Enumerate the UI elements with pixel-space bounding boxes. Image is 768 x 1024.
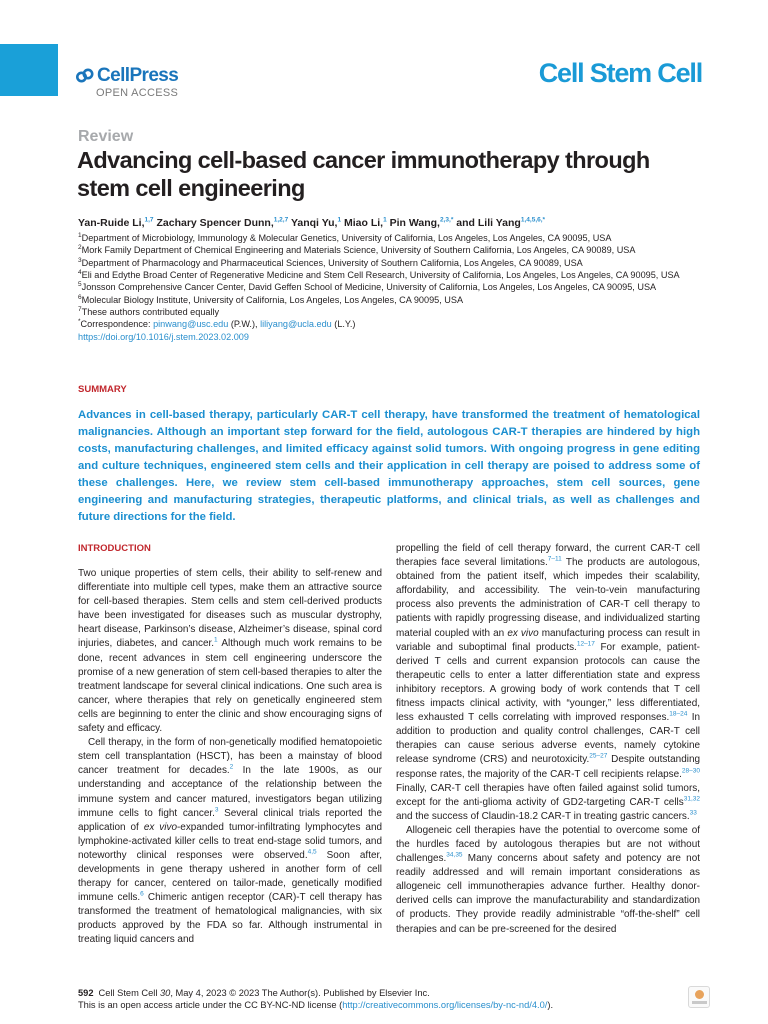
citation-reference[interactable]: 4,5 xyxy=(307,848,317,856)
doi-link[interactable]: https://doi.org/10.1016/j.stem.2023.02.009 xyxy=(78,331,249,342)
affiliation-item: $^7$These authors contributed equally xyxy=(78,306,220,318)
citation-reference[interactable]: 28–30 xyxy=(681,767,700,775)
author-name: and Lili Yang xyxy=(453,217,521,229)
affiliation-item: $^6$Molecular Biology Institute, University of California, Los Angeles, Los Angeles, CA 90095, USA xyxy=(78,293,464,305)
affiliation-item: $^4$Eli and Edythe Broad Center of Regenerative Medicine and Stem Cell Research, University of California, Los Angeles, Los Angeles, CA 90095, USA xyxy=(78,268,680,281)
citation-reference[interactable]: 25–27 xyxy=(589,753,608,761)
page-number: 592 xyxy=(78,988,94,998)
journal-color-tab xyxy=(0,44,58,96)
license-link[interactable]: http://creativecommons.org/licenses/by-nc-nd/4.0/ xyxy=(342,1000,548,1010)
citation-reference[interactable]: 34,35 xyxy=(446,851,463,859)
citation-reference[interactable]: 33 xyxy=(689,809,697,817)
author-affiliation-mark[interactable]: 1,2,7 xyxy=(273,216,289,224)
affiliation-list xyxy=(78,232,703,318)
author-affiliation-mark[interactable]: 1,7 xyxy=(144,216,154,224)
paragraph: Allogeneic cell therapies have the potential to overcome some of the hurdles faced by autologous therapies but are not without challenges.$^{34,35}$ Many concerns about safety and potency are not readily addressed and will remain important considerations as allogeneic cell immunotherapies advance further. Healthy donor-derived cells can improve the manufacturability and standardization of products. They provide readily administrable “off-the-shelf” cell therapies and can be pre-screened for the desired xyxy=(396,824,700,935)
affiliation-item: $^1$Department of Microbiology, Immunology & Molecular Genetics, University of California, Los Angeles, Los Angeles, CA 90095, USA xyxy=(78,231,612,243)
citation-reference[interactable]: 31,32 xyxy=(683,795,700,803)
introduction-heading: INTRODUCTION xyxy=(78,543,151,554)
citation-reference[interactable]: 1 xyxy=(214,637,218,645)
author-name: Pin Wang, xyxy=(386,217,440,229)
publisher-logo[interactable] xyxy=(76,66,178,99)
author-name: Yan-Ruide Li, xyxy=(78,217,145,229)
author-affiliation-mark[interactable]: 1 xyxy=(337,216,342,224)
citation-reference[interactable]: 12–17 xyxy=(576,640,595,648)
email-link-lili-yang[interactable]: liliyang@ucla.edu xyxy=(260,319,332,330)
author-affiliation-mark[interactable]: 1,4,5,6,* xyxy=(520,216,546,224)
author-name: Zachary Spencer Dunn, xyxy=(153,217,274,229)
author-name: Yanqi Yu, xyxy=(288,217,338,229)
citation-reference[interactable]: 18–24 xyxy=(669,710,688,718)
correspondence: *Correspondence: pinwang@usc.edu (P.W.), liliyang@ucla.edu (L.Y.) xyxy=(78,318,356,330)
cellpress-logo-icon xyxy=(76,68,94,84)
check-for-updates-icon[interactable] xyxy=(688,986,710,1008)
page-footer xyxy=(78,987,718,1011)
open-access-label: OPEN ACCESS xyxy=(96,87,179,99)
paragraph: Cell therapy, in the form of non-genetically modified hematopoietic stem cell transplantation (HSCT), has been a mainstay of blood cancer treatment for decades.$^2$ In the late 1900s, as our understanding and acceptance of the relationship between the immune system and cancer matured, investigators began utilizing immune cells to fight cancer.$^3$ Several clinical trials reported the application of ex vivo-expanded tumor-infiltrating lymphocytes and lymphokine-activated killer cells to treat end-stage solid tumors, and noteworthy clinical responses were observed.$^{4,5}$ Soon after, developments in gene therapy ushered in another form of cell therapy for cancer, centered on tailor-made, genetically modified immune cells.$^6$ Chimeric antigen receptor (CAR)-T cell therapy has transformed the treatment of hematological malignancies, with six products approved by the FDA so far. Although instrumental in treating liquid cancers and xyxy=(78,737,383,946)
paragraph: Two unique properties of stem cells, their ability to self-renew and differentiate into multiple cell types, make them an attractive source for cell-based therapies. Stem cells and stem cell-derived products have been investigated for diseases such as muscular dystrophy, heart disease, Parkinson’s disease, Alzheimer’s disease, spinal cord injuries, diabetes, and cancer.$^1$ Although much work remains to be done, recent advances in stem cell engineering underscore the promise of a new generation of stem cell-based therapies to alter the treatment landscape for several clinical indications. One such area is cancer, where therapies that rely on genetically engineered stem cells are beginning to enter the clinic and show encouraging signs of safety and efficacy. xyxy=(78,568,383,735)
affiliation-item: $^2$Mork Family Department of Chemical Engineering and Materials Science, University of Southern California, Los Angeles, CA 90089, USA xyxy=(78,244,636,256)
body-column-left xyxy=(78,542,382,948)
article-type: Review xyxy=(78,128,134,145)
summary-text: Advances in cell-based therapy, particularly CAR-T cell therapy, have transformed the treatment of hematological malignancies. Although an important step forward for the field, autologous CAR-T therapies are hindered by high costs, manufacturing challenges, and limited efficacy against solid tumors. With ongoing progress in gene editing and culture techniques, engineered stem cells and their application in cell therapy are poised to address some of these challenges. Here, we review stem cell-based immunotherapy approaches, stem cell sources, gene engineering and manufacturing strategies, therapeutic platforms, and clinical trials, as well as challenges and future directions for the field. xyxy=(78,409,700,523)
affiliation-item: $^3$Department of Pharmacology and Pharmaceutical Sciences, University of Southern California, Los Angeles, CA 90089, USA xyxy=(78,256,583,268)
citation-reference[interactable]: 3 xyxy=(214,806,219,814)
citation-reference[interactable]: 7–11 xyxy=(547,555,562,563)
footer-license: This is an open access article under the CC BY-NC-ND license (http://creativecommons.org/licenses/by-nc-nd/4.0/). xyxy=(78,1000,554,1010)
publisher-name: CellPress xyxy=(97,65,179,86)
article-title: Advancing cell-based cancer immunotherapy through stem cell engineering xyxy=(77,147,650,201)
email-link-pin-wang[interactable]: pinwang@usc.edu xyxy=(153,319,229,330)
journal-name[interactable]: Cell Stem Cell xyxy=(538,58,702,88)
citation-reference[interactable]: 6 xyxy=(140,890,144,898)
citation-reference[interactable]: 2 xyxy=(229,764,234,771)
paragraph: propelling the field of cell therapy forward, the current CAR-T cell therapies face several limitations.$^{7-11}$ The products are autologous, obtained from the patient itself, which impedes their scalability, affordability, and accessibility. The vein-to-vein manufacturing process also prevents the administration of CAR-T cell therapy to patients with rapidly progressing disease, and individualized starting material coupled with an ex vivo manufacturing process can result in variable and suboptimal final products.$^{12-17}$ For example, patient-derived T cells and current expansion protocols can cause the therapeutic cells to enter a latter differentiation state and express inhibitory receptors. A growing body of work contends that T cell fitness impacts clinical activity, with “younger,” less differentiated, less exhausted T cells correlating with improved responses.$^{18-24}$ In addition to production and quality control challenges, CAR-T cell therapies can cause serious adverse events, namely cytokine release syndrome (CRS) and neurotoxicity.$^{25-27}$ Despite outstanding response rates, the majority of the CAR-T cell recipients relapse.$^{28-30}$ Finally, CAR-T cell therapies have often failed against solid tumors, except for the anti-glioma activity of GD2-targeting CAR-T cells$^{31,32}$ and the success of Claudin-18.2 CAR-T in treating gastric cancers.$^{33}$ xyxy=(396,543,700,822)
footer-citation: 592 Cell Stem Cell 30, May 4, 2023 © 2023 The Author(s). Published by Elsevier Inc. xyxy=(78,988,430,998)
author-affiliation-mark[interactable]: 2,3,* xyxy=(439,216,454,224)
affiliation-item: $^5$Jonsson Comprehensive Cancer Center, David Geffen School of Medicine, University of California, Los Angeles, Los Angeles, CA 90095, USA xyxy=(78,281,657,293)
summary-heading: SUMMARY xyxy=(78,384,127,395)
author-name: Miao Li, xyxy=(341,217,384,229)
author-list xyxy=(78,217,545,229)
author-affiliation-mark[interactable]: 1 xyxy=(383,216,387,224)
affiliations xyxy=(78,232,703,343)
body-column-right xyxy=(396,542,700,937)
